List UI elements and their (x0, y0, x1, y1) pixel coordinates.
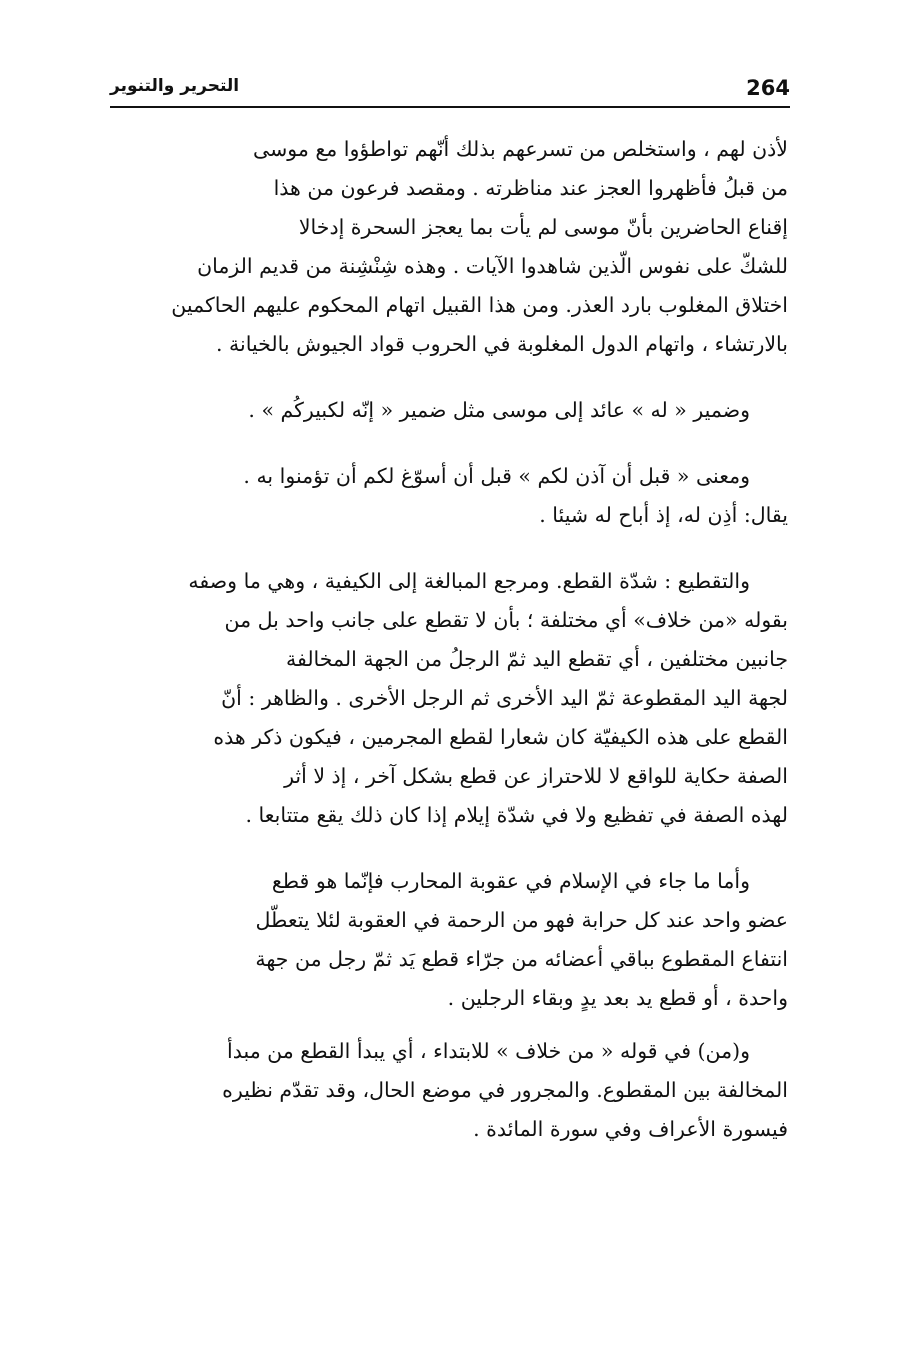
page-number: 264 (746, 76, 790, 100)
page-header (110, 72, 790, 108)
text-line: بقوله «من خلاف» أي مختلفة ؛ بأن لا تقطع على جانب واحد بل من (224, 608, 788, 632)
text-line: لجهة اليد المقطوعة ثمّ اليد الأخرى ثم الرجل الأخرى . والظاهر : أنّ (221, 686, 788, 710)
text-line: والتقطيع : شدّة القطع. ومرجع المبالغة إلى الكيفية ، وهي ما وصفه (188, 569, 750, 593)
text-line: للشكّ على نفوس الّذين شاهدوا الآيات . وهذه شِنْشِنة من قديم الزمان (197, 254, 788, 278)
text-line: ومعنى « قبل أن آذن لكم » قبل أن أسوّغ لكم أن تؤمنوا به . (243, 464, 750, 488)
paragraph (112, 1032, 788, 1149)
body-text (112, 130, 788, 1149)
paragraph (112, 562, 788, 835)
paragraph (112, 391, 788, 430)
text-line: وضمير « له » عائد إلى موسى مثل ضمير « إنّه لكبيركُم » . (248, 398, 750, 422)
text-line: لأذن لهم ، واستخلص من تسرعهم بذلك أنّهم تواطؤوا مع موسى (252, 137, 788, 161)
text-line: من قبلُ فأظهروا العجز عند مناظرته . ومقصد فرعون من هذا (273, 176, 788, 200)
text-line: الصفة حكاية للواقع لا للاحتراز عن قطع بشكل آخر ، إذ لا أثر (284, 764, 788, 788)
text-line: بالارتشاء ، واتهام الدول المغلوبة في الحروب قواد الجيوش بالخيانة . (216, 332, 788, 356)
paragraph (112, 457, 788, 535)
text-line: وأما ما جاء في الإسلام في عقوبة المحارب فإنّما هو قطع (271, 869, 750, 893)
text-line: انتفاع المقطوع بباقي أعضائه من جرّاء قطع يَد ثمّ رجل من جهة (255, 947, 788, 971)
text-line: المخالفة بين المقطوع. والمجرور في موضع الحال، وقد تقدّم نظيره (222, 1078, 788, 1102)
text-line: عضو واحد عند كل حرابة فهو من الرحمة في العقوبة لئلا يتعطّل (255, 908, 788, 932)
text-line: إقناع الحاضرين بأنّ موسى لم يأت بما يعجز السحرة إدخالا (298, 215, 788, 239)
book-title: التحرير والتنوير (110, 76, 240, 96)
text-line: يقال: أذِن له، إذ أباح له شيئا . (539, 503, 788, 527)
text-line: اختلاق المغلوب بارد العذر. ومن هذا القبيل اتهام المحكوم عليهم الحاكمين (171, 293, 788, 317)
text-line: واحدة ، أو قطع يد بعد يدٍ وبقاء الرجلين . (447, 986, 788, 1010)
text-line: لهذه الصفة في تفظيع ولا في شدّة إيلام إذا كان ذلك يقع متتابعا . (245, 803, 788, 827)
text-line: فيسورة الأعراف وفي سورة المائدة . (473, 1117, 788, 1141)
text-line: و(من) في قوله « من خلاف » للابتداء ، أي يبدأ القطع من مبدأ (227, 1039, 750, 1063)
text-line: جانبين مختلفين ، أي تقطع اليد ثمّ الرجلُ من الجهة المخالفة (285, 647, 788, 671)
paragraph (112, 130, 788, 364)
paragraph (112, 862, 788, 1018)
text-line: القطع على هذه الكيفيّة كان شعارا لقطع المجرمين ، فيكون ذكر هذه (213, 725, 788, 749)
